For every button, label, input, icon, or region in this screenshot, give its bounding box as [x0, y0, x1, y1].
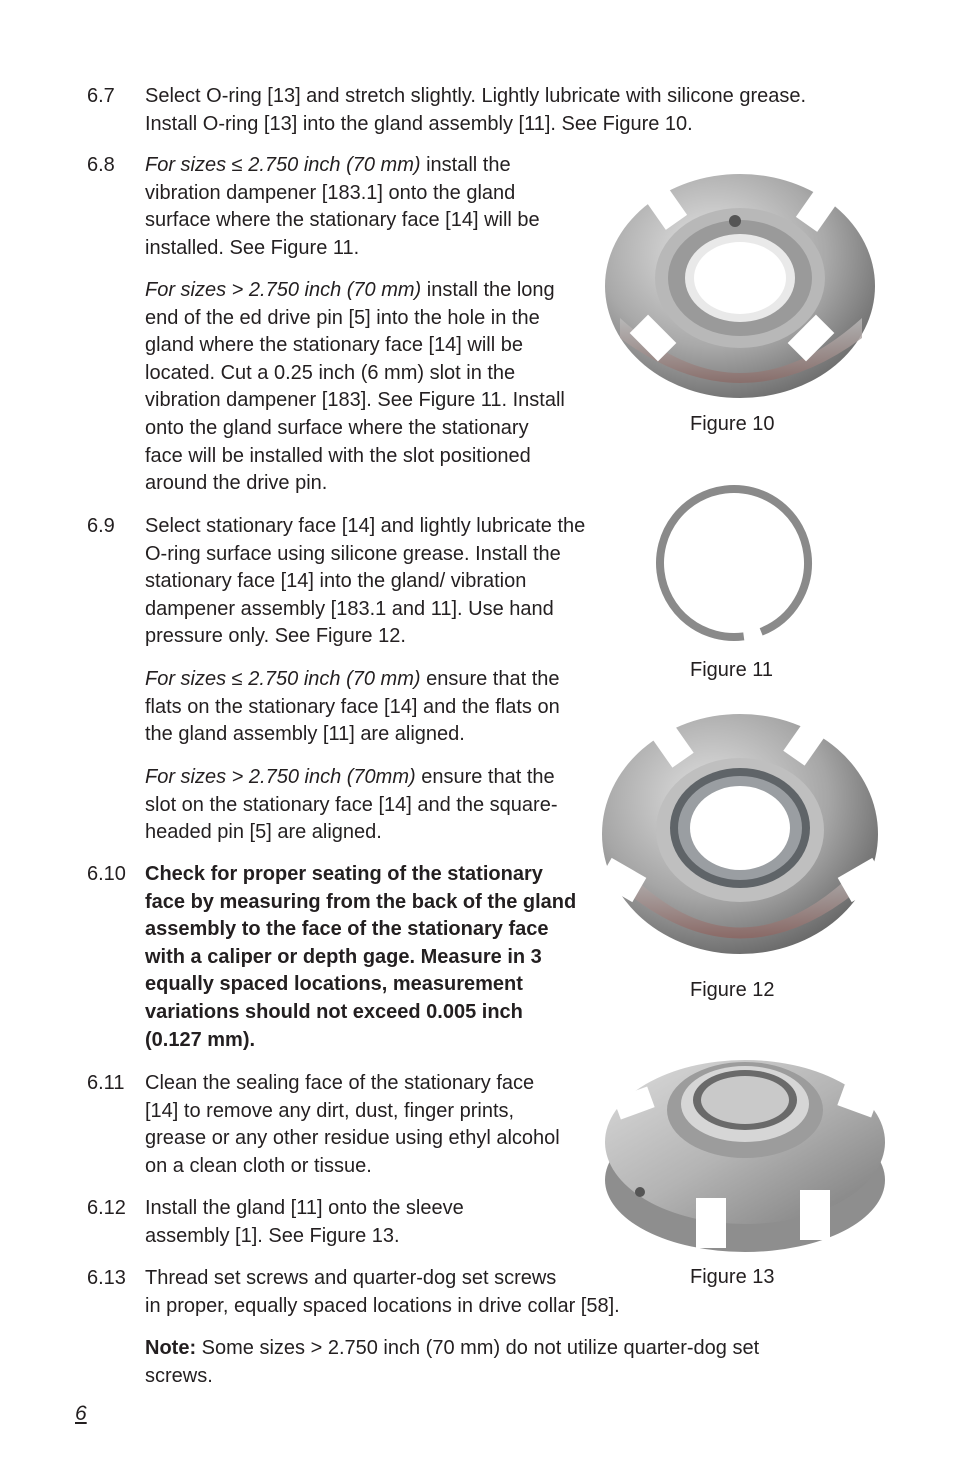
step-text-line-2: in proper, equally spaced locations in drive collar [58].	[145, 1294, 620, 1317]
step-text-line-1: Select O-ring [13] and stretch slightly. Lightly lubricate with silicone grease.	[145, 85, 807, 107]
step-number: 6.11	[87, 1072, 125, 1094]
figure-12-stationary-face-photo	[598, 710, 888, 970]
figure-10-caption: Figure 10	[690, 413, 775, 435]
step-number: 6.8	[87, 154, 115, 176]
step-text: Install the gland [11] onto the sleeve assembly [1]. See Figure 13.	[145, 1197, 464, 1247]
step-6-7	[87, 83, 887, 139]
step-6-12	[87, 1195, 537, 1251]
step-text: Clean the sealing face of the stationary face [14] to remove any dirt, dust, finger prints, grease or any other residue using ethyl alcohol on a clean cloth or tissue.	[145, 1072, 560, 1177]
step-6-9-paragraph-2	[145, 666, 573, 749]
step-number: 6.12	[87, 1197, 126, 1219]
size-condition: For sizes ≤ 2.750 inch (70 mm)	[145, 668, 421, 690]
size-condition: For sizes ≤ 2.750 inch (70 mm)	[145, 154, 421, 176]
step-6-8	[87, 152, 587, 259]
size-condition: For sizes > 2.750 inch (70 mm)	[145, 279, 422, 301]
step-6-13	[87, 1265, 707, 1321]
figure-11-vibration-dampener-photo	[650, 483, 820, 653]
step-number: 6.7	[87, 85, 115, 107]
step-text-line-2: Install O-ring [13] into the gland assembly [11]. See Figure 10.	[145, 112, 693, 135]
step-number: 6.9	[87, 515, 115, 537]
step-6-9	[87, 513, 592, 653]
step-6-8-paragraph-2	[145, 277, 571, 498]
note	[145, 1335, 825, 1390]
size-condition: For sizes > 2.750 inch (70mm)	[145, 766, 416, 788]
step-text: install the vibration dampener [183.1] onto the gland surface where the stationary face [14] will be installed. See Figure 11.	[145, 154, 540, 259]
step-text-line-1: Thread set screws and quarter-dog set screws	[145, 1267, 557, 1289]
step-6-10	[87, 861, 587, 1056]
page-number: 6	[75, 1402, 87, 1425]
step-number: 6.13	[87, 1267, 126, 1289]
figure-13-gland-on-sleeve-photo	[600, 1030, 890, 1260]
note-label: Note:	[145, 1337, 197, 1359]
step-6-9-paragraph-3	[145, 764, 560, 847]
step-text: install the long end of the ed drive pin [5] into the hole in the gland where the stationary face [14] will be located. Cut a 0.25 inch (6 mm) slot in the vibration dampener [183]. See Figure 11. Install onto the gland surface where the stationary face will be installed with the slot positioned around the drive pin.	[145, 279, 565, 495]
step-paragraph	[145, 152, 577, 262]
step-text: ensure that the slot on the stationary face [14] and the square-headed pin [5] are aligned.	[145, 766, 558, 844]
figure-12-caption: Figure 12	[690, 979, 775, 1001]
step-number: 6.10	[87, 863, 126, 885]
step-6-11	[87, 1070, 587, 1182]
figure-13-caption: Figure 13	[690, 1266, 775, 1288]
figure-11-caption: Figure 11	[690, 659, 774, 681]
step-text-bold: Check for proper seating of the stationary face by measuring from the back of the gland assembly to the face of the stationary face with a caliper or depth gage. Measure in 3 equally spaced locations, measurement variations should not exceed 0.005 inch (0.127 mm).	[145, 863, 577, 1051]
step-text: Select stationary face [14] and lightly lubricate the O-ring surface using silicone grease. Install the stationary face [14] into the gland/ vibration dampener assembly [183.1 and 11]. Use hand pressure only. See Figure 12.	[145, 515, 586, 648]
step-text: ensure that the flats on the stationary face [14] and the flats on the gland assembly [11] are aligned.	[145, 668, 560, 746]
figure-10-gland-assembly-photo	[600, 168, 890, 413]
note-text: Some sizes > 2.750 inch (70 mm) do not utilize quarter-dog set screws.	[145, 1337, 760, 1387]
